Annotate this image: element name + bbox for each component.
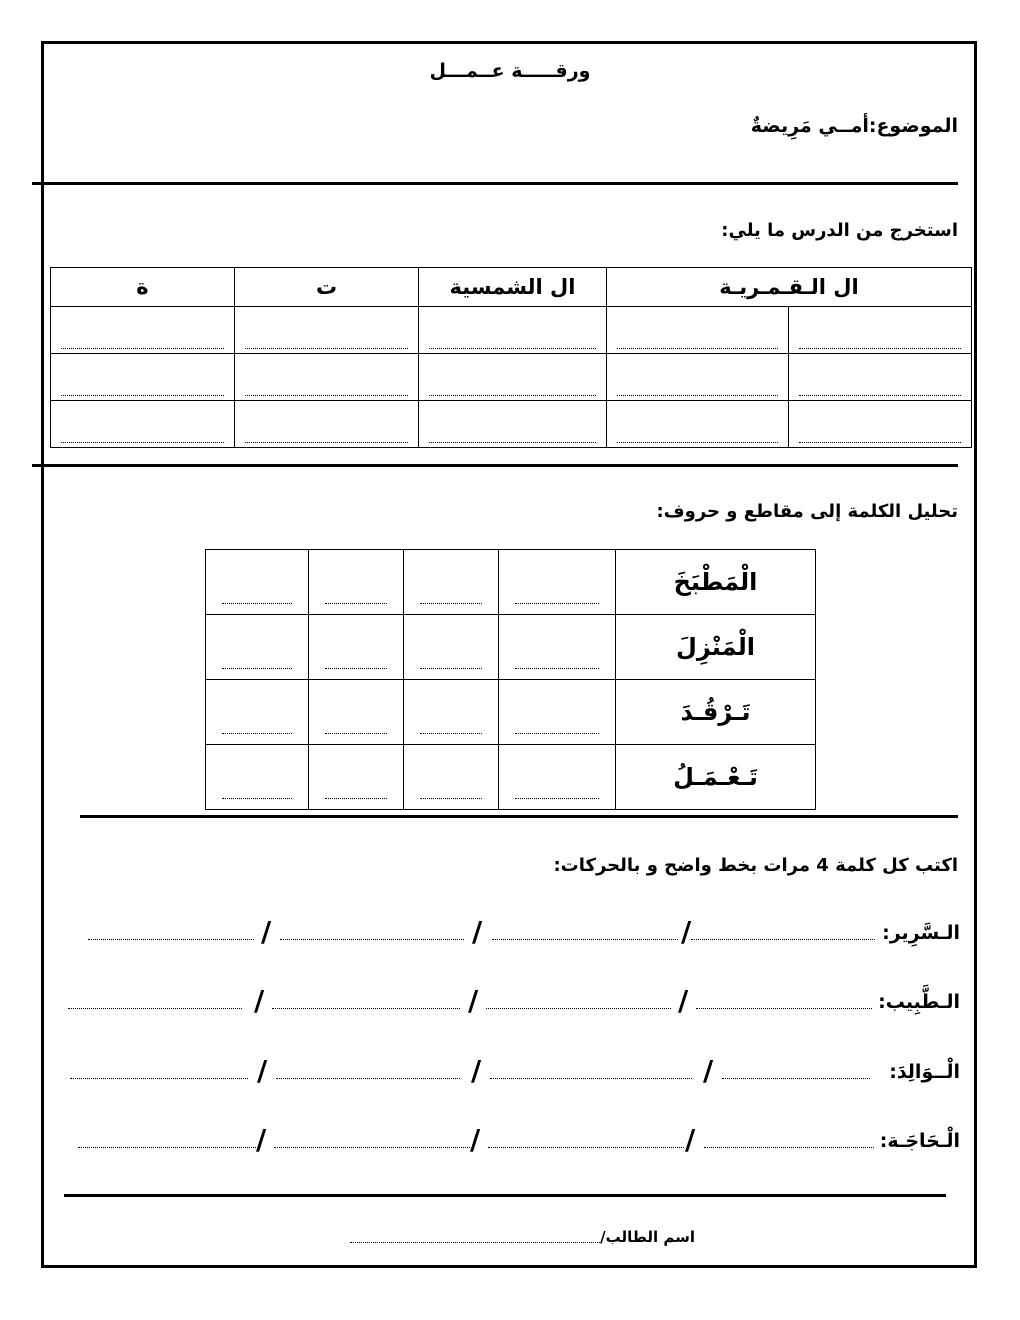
answer-cell[interactable] xyxy=(51,401,235,448)
write-line[interactable] xyxy=(704,1147,874,1148)
separator: / xyxy=(254,984,265,1017)
table-row xyxy=(206,745,816,810)
answer-cell[interactable] xyxy=(499,745,616,810)
extract-table xyxy=(50,267,972,448)
section1-instruction: استخرج من الدرس ما يلي: xyxy=(721,220,958,241)
separator: / xyxy=(685,1123,696,1156)
write-line[interactable] xyxy=(276,1078,460,1079)
write-word-label: الـسَّرِير: xyxy=(882,922,960,944)
worksheet-title: ورقـــــة عــمـــل xyxy=(429,60,591,82)
separator: / xyxy=(261,915,272,948)
answer-cell[interactable] xyxy=(607,354,789,401)
answer-cell[interactable] xyxy=(404,745,499,810)
word-cell: الْمَنْزِلَ xyxy=(616,615,816,680)
answer-cell[interactable] xyxy=(206,550,309,615)
table-row xyxy=(206,615,816,680)
word-cell: تَـعْـمَـلُ xyxy=(616,745,816,810)
answer-cell[interactable] xyxy=(309,745,404,810)
section2-instruction: تحليل الكلمة إلى مقاطع و حروف: xyxy=(656,501,958,522)
answer-cell[interactable] xyxy=(419,401,607,448)
answer-cell[interactable] xyxy=(419,307,607,354)
syllable-table xyxy=(205,549,816,810)
table-row xyxy=(51,401,972,448)
write-row xyxy=(88,912,960,946)
separator: / xyxy=(471,1054,482,1087)
write-line[interactable] xyxy=(70,1078,248,1079)
write-line[interactable] xyxy=(274,1147,470,1148)
write-word-label: الْــوَالِدَ: xyxy=(889,1061,960,1083)
answer-cell[interactable] xyxy=(51,307,235,354)
answer-cell[interactable] xyxy=(206,745,309,810)
student-name-label: اسم الطالب/ xyxy=(600,1228,695,1246)
col-header-ta: ت xyxy=(235,268,419,307)
answer-cell[interactable] xyxy=(789,307,972,354)
separator: / xyxy=(472,915,483,948)
write-line[interactable] xyxy=(486,1008,671,1009)
table-row xyxy=(206,680,816,745)
separator: / xyxy=(257,1054,268,1087)
write-line[interactable] xyxy=(722,1078,870,1079)
write-line[interactable] xyxy=(280,939,464,940)
write-line[interactable] xyxy=(691,939,875,940)
write-word-label: الْـحَاجَـة: xyxy=(879,1130,960,1152)
answer-cell[interactable] xyxy=(235,401,419,448)
write-row xyxy=(68,981,960,1015)
table-row xyxy=(206,550,816,615)
write-line[interactable] xyxy=(88,939,254,940)
subject-line: الموضوع:أمــي مَرِيضةٌ xyxy=(750,115,958,137)
write-word-label: الـطَّبِيب: xyxy=(878,991,960,1013)
write-line[interactable] xyxy=(68,1008,242,1009)
extract-table-header xyxy=(51,268,972,307)
answer-cell[interactable] xyxy=(499,550,616,615)
answer-cell[interactable] xyxy=(404,615,499,680)
answer-cell[interactable] xyxy=(235,307,419,354)
table-row xyxy=(51,307,972,354)
answer-cell[interactable] xyxy=(607,307,789,354)
answer-cell[interactable] xyxy=(419,354,607,401)
answer-cell[interactable] xyxy=(499,615,616,680)
student-name-field[interactable] xyxy=(350,1242,600,1243)
divider-3 xyxy=(80,815,958,818)
separator: / xyxy=(703,1054,714,1087)
write-line[interactable] xyxy=(696,1008,872,1009)
answer-cell[interactable] xyxy=(789,401,972,448)
write-line[interactable] xyxy=(490,1078,692,1079)
separator: / xyxy=(678,984,689,1017)
write-row xyxy=(78,1120,960,1154)
answer-cell[interactable] xyxy=(309,550,404,615)
word-cell: الْمَطْبَخَ xyxy=(616,550,816,615)
divider-2 xyxy=(32,464,958,467)
table-row xyxy=(51,354,972,401)
divider-1 xyxy=(32,182,958,185)
section3-instruction: اكتب كل كلمة 4 مرات بخط واضح و بالحركات: xyxy=(553,855,958,876)
separator: / xyxy=(256,1123,267,1156)
answer-cell[interactable] xyxy=(206,680,309,745)
col-header-ta-marbuta: ة xyxy=(51,268,235,307)
answer-cell[interactable] xyxy=(789,354,972,401)
answer-cell[interactable] xyxy=(206,615,309,680)
divider-4 xyxy=(64,1194,946,1197)
write-line[interactable] xyxy=(78,1147,256,1148)
answer-cell[interactable] xyxy=(404,680,499,745)
separator: / xyxy=(468,984,479,1017)
separator: / xyxy=(681,915,692,948)
answer-cell[interactable] xyxy=(309,680,404,745)
answer-cell[interactable] xyxy=(309,615,404,680)
answer-cell[interactable] xyxy=(235,354,419,401)
write-line[interactable] xyxy=(272,1008,460,1009)
answer-cell[interactable] xyxy=(404,550,499,615)
col-header-qamariya: ال الـقـمـريـة xyxy=(607,268,972,307)
write-line[interactable] xyxy=(488,1147,684,1148)
answer-cell[interactable] xyxy=(499,680,616,745)
write-line[interactable] xyxy=(492,939,678,940)
answer-cell[interactable] xyxy=(607,401,789,448)
separator: / xyxy=(470,1123,481,1156)
answer-cell[interactable] xyxy=(51,354,235,401)
col-header-shamsiya: ال الشمسية xyxy=(419,268,607,307)
word-cell: تَـرْقُـدَ xyxy=(616,680,816,745)
write-row xyxy=(70,1051,960,1085)
